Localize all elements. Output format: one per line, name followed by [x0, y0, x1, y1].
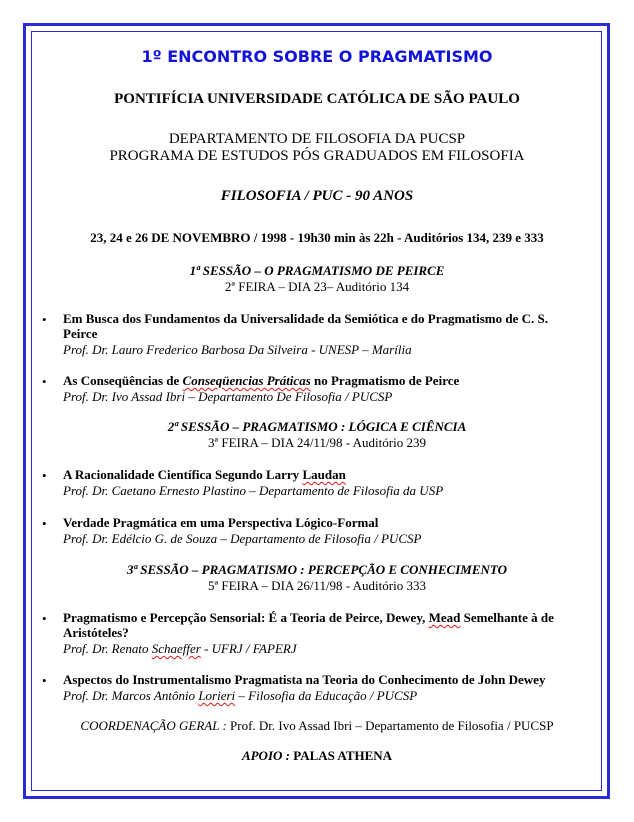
event-dates: 23, 24 e 26 DE NOVEMBRO / 1998 - 19h30 min às 22h - Auditórios 134, 239 e 333	[90, 230, 544, 245]
talk-4-author: Prof. Dr. Edélcio G. de Souza – Departamento de Filosofia / PUCSP	[63, 531, 422, 546]
talk-6-author: Prof. Dr. Marcos Antônio Lorieri – Filosofia da Educação / PUCSP	[63, 688, 418, 703]
talk-6-title: Aspectos do Instrumentalismo Pragmatista na Teoria do Conhecimento de John Dewey	[63, 672, 546, 687]
bullet-icon: •	[42, 673, 47, 688]
talk-3-title: A Racionalidade Científica Segundo Larry Laudan	[63, 467, 346, 482]
department-name: DEPARTAMENTO DE FILOSOFIA DA PUCSP	[168, 131, 466, 147]
talk-5-title-line1: Pragmatismo e Percepção Sensorial: É a Teoria de Peirce, Dewey, Mead Semelhante à de	[63, 610, 554, 625]
program-name: PROGRAMA DE ESTUDOS PÓS GRADUADOS EM FILOSOFIA	[109, 148, 525, 164]
session-1-info: 2ª FEIRA – DIA 23– Auditório 134	[224, 279, 410, 294]
session-2-info: 3ª FEIRA – DIA 24/11/98 - Auditório 239	[208, 435, 426, 450]
event-title: 1º ENCONTRO SOBRE O PRAGMATISMO	[141, 47, 493, 66]
bullet-icon: •	[42, 374, 47, 389]
support: APOIO : PALAS ATHENA	[241, 748, 393, 763]
talk-1-title-line2: Peirce	[63, 326, 98, 341]
anniversary-title: FILOSOFIA / PUC - 90 ANOS	[220, 188, 414, 204]
bullet-icon: •	[42, 312, 47, 327]
university-name: PONTIFÍCIA UNIVERSIDADE CATÓLICA DE SÃO PAULO	[114, 91, 520, 107]
coordination: COORDENAÇÃO GERAL : Prof. Dr. Ivo Assad Ibri – Departamento de Filosofia / PUCSP	[80, 718, 554, 733]
bullet-icon: •	[42, 516, 47, 531]
talk-5-author: Prof. Dr. Renato Schaeffer - UFRJ / FAPERJ	[63, 641, 297, 656]
talk-2-title: As Conseqüências de Conseqüencias Práticas no Pragmatismo de Peirce	[63, 373, 460, 388]
session-1-title: 1ª SESSÃO – O PRAGMATISMO DE PEIRCE	[189, 263, 445, 278]
talk-2-author: Prof. Dr. Ivo Assad Ibri – Departamento De Filosofia / PUCSP	[63, 389, 393, 404]
session-3-info: 5ª FEIRA – DIA 26/11/98 - Auditório 333	[208, 578, 426, 593]
bullet-icon: •	[42, 611, 47, 626]
bullet-icon: •	[42, 468, 47, 483]
talk-3-author: Prof. Dr. Caetano Ernesto Plastino – Departamento de Filosofia da USP	[63, 483, 444, 498]
talk-1-author: Prof. Dr. Lauro Frederico Barbosa Da Silveira - UNESP – Marília	[63, 342, 412, 357]
talk-1-title-line1: Em Busca dos Fundamentos da Universalidade da Semiótica e do Pragmatismo de C. S.	[63, 311, 548, 326]
session-3-title: 3ª SESSÃO – PRAGMATISMO : PERCEPÇÃO E CONHECIMENTO	[127, 562, 507, 577]
talk-5-title-line2: Aristóteles?	[63, 625, 129, 640]
session-2-title: 2ª SESSÃO – PRAGMATISMO : LÓGICA E CIÊNCIA	[167, 419, 467, 434]
talk-4-title: Verdade Pragmática em uma Perspectiva Lógico-Formal	[63, 515, 379, 530]
